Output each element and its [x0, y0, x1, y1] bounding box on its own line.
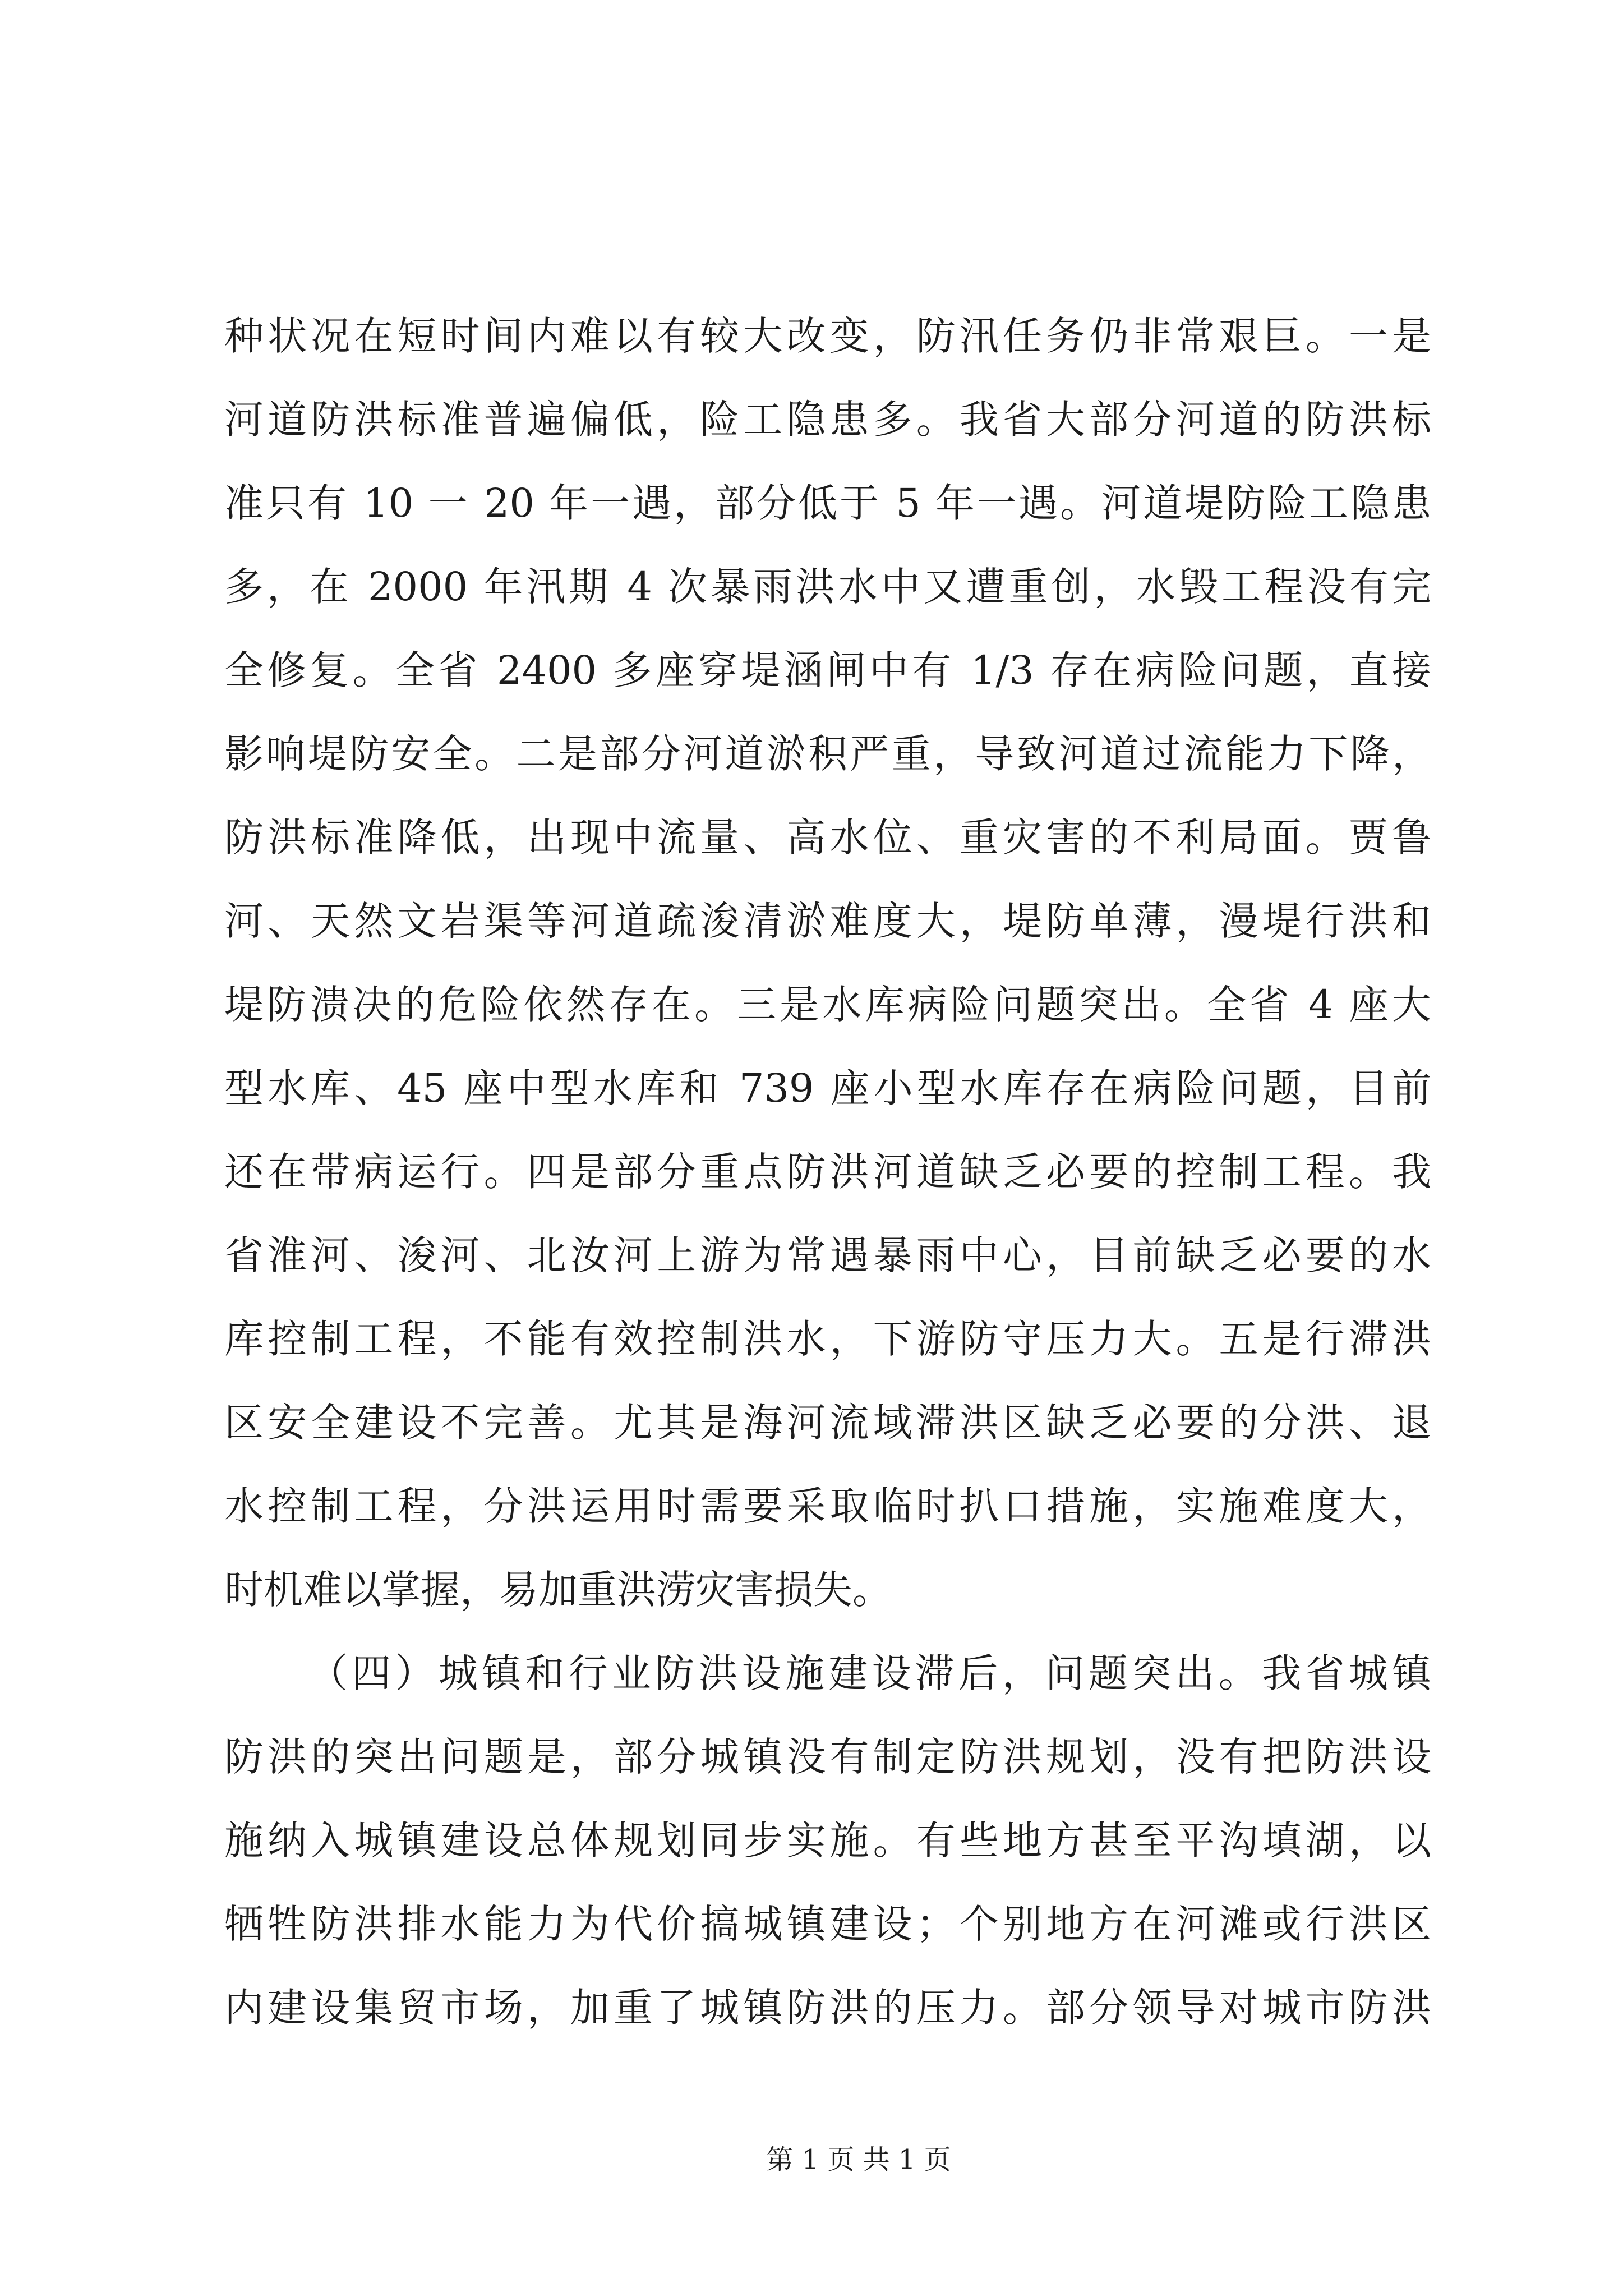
page-footer: 第 1 页 共 1 页	[766, 2144, 951, 2175]
text-line: 全修复。全省 2400 多座穿堤涵闸中有 1/3 存在病险问题，直接	[224, 647, 1431, 693]
text-line: 防洪的突出问题是，部分城镇没有制定防洪规划，没有把防洪设	[224, 1734, 1431, 1780]
paragraph	[224, 295, 1431, 1632]
text-line: （四）城镇和行业防洪设施建设滞后，问题突出。我省城镇	[308, 1650, 1431, 1696]
text-line: 防洪标准降低，出现中流量、高水位、重灾害的不利局面。贾鲁	[224, 815, 1431, 861]
text-line: 种状况在短时间内难以有较大改变，防汛任务仍非常艰巨。一是	[224, 313, 1431, 359]
text-line: 施纳入城镇建设总体规划同步实施。有些地方甚至平沟填湖，以	[224, 1818, 1431, 1864]
text-line: 库控制工程，不能有效控制洪水，下游防守压力大。五是行滞洪	[224, 1316, 1431, 1362]
document-body	[224, 295, 1431, 2050]
text-line: 区安全建设不完善。尤其是海河流域滞洪区缺乏必要的分洪、退	[224, 1400, 1431, 1446]
text-line: 河、天然文岩渠等河道疏浚清淤难度大，堤防单薄，漫堤行洪和	[224, 898, 1431, 944]
text-line: 型水库、45 座中型水库和 739 座小型水库存在病险问题，目前	[224, 1065, 1431, 1111]
text-line: 堤防溃决的危险依然存在。三是水库病险问题突出。全省 4 座大	[224, 982, 1431, 1028]
text-line: 牺牲防洪排水能力为代价搞城镇建设；个别地方在河滩或行洪区	[224, 1901, 1431, 1947]
text-line: 水控制工程，分洪运用时需要采取临时扒口措施，实施难度大，	[224, 1483, 1431, 1529]
text-line: 影响堤防安全。二是部分河道淤积严重，导致河道过流能力下降，	[224, 731, 1431, 777]
text-line: 时机难以掌握，易加重洪涝灾害损失。	[224, 1567, 892, 1613]
paragraph	[224, 1632, 1431, 2050]
text-line: 内建设集贸市场，加重了城镇防洪的压力。部分领导对城市防洪	[224, 1985, 1431, 2031]
text-line: 多，在 2000 年汛期 4 次暴雨洪水中又遭重创，水毁工程没有完	[224, 564, 1431, 610]
text-line: 省淮河、浚河、北汝河上游为常遇暴雨中心，目前缺乏必要的水	[224, 1232, 1431, 1278]
text-line: 准只有 10 一 20 年一遇，部分低于 5 年一遇。河道堤防险工隐患	[224, 480, 1431, 526]
text-line: 还在带病运行。四是部分重点防洪河道缺乏必要的控制工程。我	[224, 1149, 1431, 1195]
text-line: 河道防洪标准普遍偏低，险工隐患多。我省大部分河道的防洪标	[224, 397, 1431, 443]
